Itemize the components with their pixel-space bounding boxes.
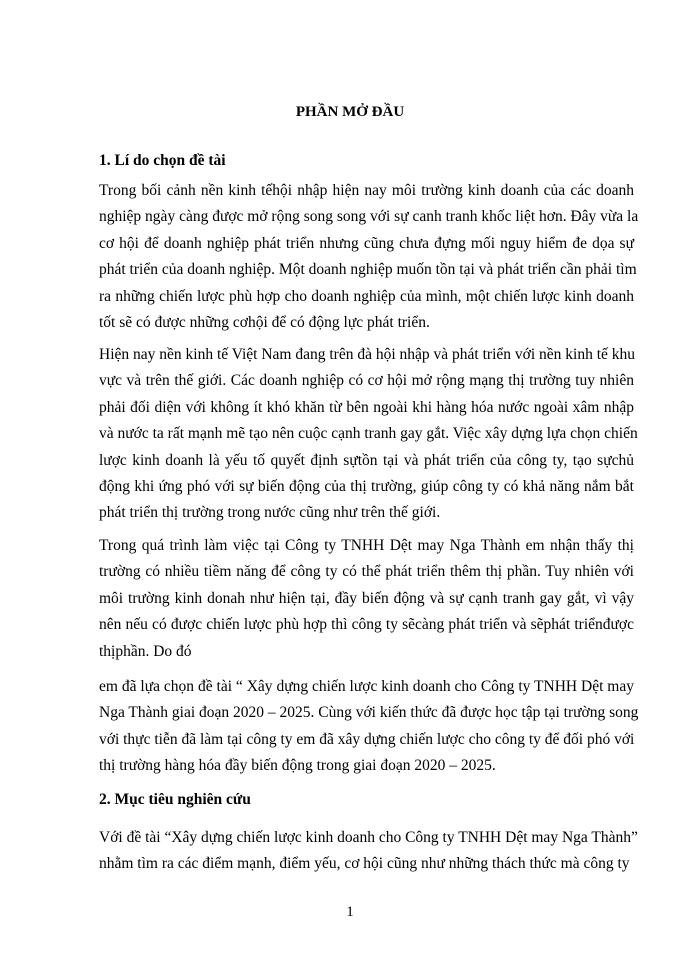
section-heading-2: 2. Mục tiêu nghiên cứu <box>99 791 251 808</box>
text-line: vực và trên thế giới. Các doanh nghiệp có cơ hội mở rộng mạng thị trường tuy nhiên <box>99 372 634 390</box>
text-line: Hiện nay nền kinh tế Việt Nam đang trên đà hội nhập và phát triển với nền kinh tế khu <box>99 346 635 363</box>
text-line: và nước ta rất mạnh mẽ tạo nên cuộc cạnh tranh gay gắt. Việc xây dựng lựa chọn chiến <box>99 425 638 443</box>
text-line: cơ hội để doanh nghiệp phát triển nhưng cũng chưa đựng mối nguy hiểm đe dọa sự <box>99 234 634 252</box>
section-heading-1: 1. Lí do chọn đề tài <box>99 152 226 169</box>
text-line: lược kinh doanh là yếu tố quyết định sựtồn tại và phát triển của công ty, tạo sựchủ <box>99 451 634 469</box>
page-number: 1 <box>346 904 354 920</box>
text-line: Với đề tài “Xây dựng chiến lược kinh doanh cho Công ty TNHH Dệt may Nga Thành” <box>99 829 638 846</box>
text-line: trường có nhiều tiềm năng để công ty có thể phát triển thêm thị phần. Tuy nhiên với <box>99 563 634 581</box>
text-line: Trong bối cảnh nền kinh tếhội nhập hiện nay môi trường kinh doanh của các doanh <box>99 182 634 199</box>
text-line: phải đối diện với không ít khó khăn từ bên ngoài khi hàng hóa nước ngoài xâm nhập <box>99 398 634 416</box>
text-line: thịphần. Do đó <box>99 642 192 660</box>
text-line: ra những chiến lược phù hợp cho doanh nghiệp của mình, một chiến lược kinh doanh <box>99 287 634 305</box>
text-line: thị trường hàng hóa đầy biến động trong giai đoạn 2020 – 2025. <box>99 757 496 775</box>
page-title: PHẦN MỞ ĐẦU <box>295 104 405 120</box>
text-line: nhằm tìm ra các điểm mạnh, điểm yếu, cơ hội cũng như những thách thức mà công ty <box>99 855 630 873</box>
text-line: em đã lựa chọn đề tài “ Xây dựng chiến lược kinh doanh cho Công ty TNHH Dệt may <box>99 678 634 695</box>
paragraph-2 <box>99 342 638 527</box>
paragraph-3 <box>99 533 634 665</box>
text-line: phát triển của doanh nghiệp. Một doanh nghiệp muốn tồn tại và phát triển cần phải tìm <box>99 261 637 279</box>
text-line: phát triển thị trường trong nước cũng như trên thế giới. <box>99 504 441 522</box>
text-line: với thực tiễn đã làm tại công ty em đã xây dựng chiến lược cho công ty để đối phó với <box>99 730 635 748</box>
text-line: tốt sẽ có được những cơhội để có động lực phát triển. <box>99 313 430 331</box>
text-line: Nga Thành giai đoạn 2020 – 2025. Cùng với kiến thức đã được học tập tại trường song <box>99 704 639 722</box>
paragraph-4 <box>99 674 639 780</box>
text-line: động khi ứng phó với sự biến động của thị trường, giúp công ty có khả năng nắm bắt <box>99 477 634 495</box>
text-line: nên nếu có được chiến lược phù hợp thì công ty sẽcàng phát triển và sẽphát triểnđược <box>99 616 634 634</box>
text-line: môi trường kinh donah như hiện tại, đầy biến động và sự cạnh tranh gay gắt, vì vậy <box>99 589 634 607</box>
text-line: Trong quá trình làm việc tại Công ty TNHH Dệt may Nga Thành em nhận thấy thị <box>99 537 634 554</box>
paragraph-5 <box>99 825 638 878</box>
paragraph-1 <box>99 178 639 336</box>
text-line: nghiệp ngày càng được mở rộng song song với sự canh tranh khốc liệt hơn. Đây vừa la <box>99 208 639 226</box>
